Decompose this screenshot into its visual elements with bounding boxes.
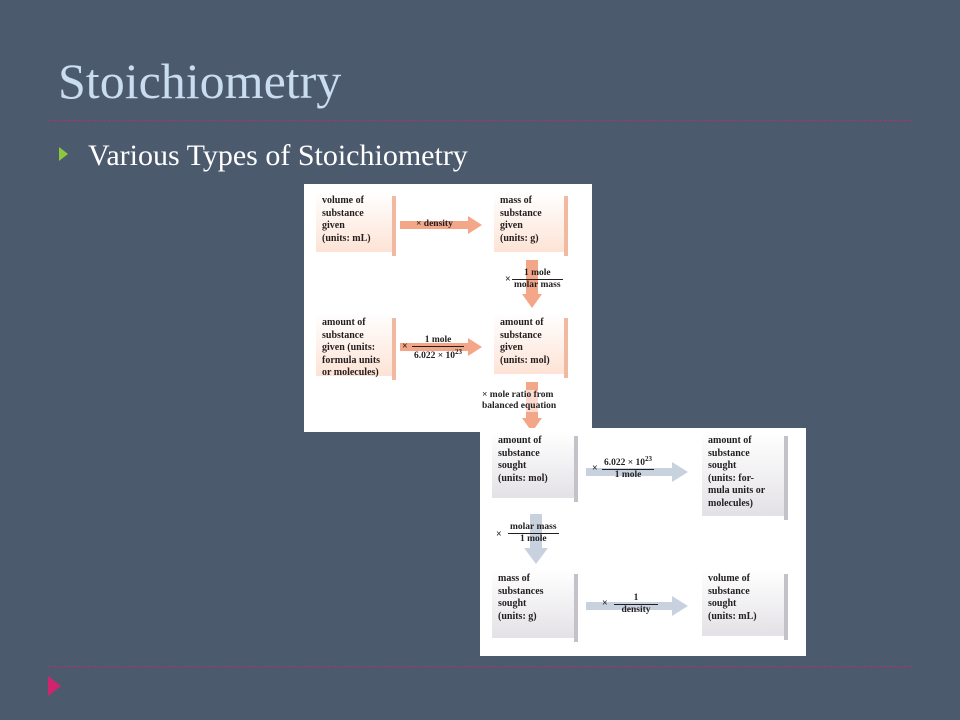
box-moles-sought: amount of substance sought (units: mol): [492, 432, 574, 498]
times-sign: ×: [496, 529, 502, 540]
fraction-molar-mass: [508, 522, 559, 545]
fraction-density: [614, 593, 658, 616]
fraction-denominator: density: [621, 605, 651, 615]
footer-arrow-icon: [48, 676, 61, 696]
avogadro-exponent: 23: [645, 455, 653, 463]
fraction-numerator: 1: [614, 593, 658, 605]
box-particles-sought: amount of substance sought (units: for- mula units or molecules): [702, 432, 784, 516]
avogadro-exponent: 23: [455, 348, 463, 356]
label-density: × density: [416, 219, 453, 229]
avogadro-base: 6.022 × 10: [414, 351, 456, 362]
fraction-denominator: [412, 347, 464, 362]
box-volume-sought: volume of substance sought (units: mL): [702, 570, 784, 636]
times-sign: ×: [402, 341, 408, 352]
box-moles-given: amount of substance given (units: mol): [494, 314, 564, 374]
box-volume-given: volume of substance given (units: mL): [316, 192, 392, 252]
times-sign: ×: [505, 274, 511, 285]
footer-divider: [48, 666, 912, 667]
times-sign: ×: [602, 598, 608, 609]
diagram-panel-bottom: [480, 428, 806, 656]
fraction-numerator: 1 mole: [412, 335, 464, 347]
box-mass-sought: mass of substances sought (units: g): [492, 570, 574, 638]
avogadro-base: 6.022 × 10: [604, 458, 646, 469]
diagram-panel-top: [304, 184, 592, 432]
fraction-denominator: 1 mole: [614, 470, 642, 481]
fraction-avogadro: [602, 454, 654, 481]
fraction-denominator: molar mass: [514, 280, 561, 290]
label-mole-ratio: × mole ratio from balanced equation: [482, 390, 557, 411]
fraction-molar-mass: [512, 268, 563, 291]
title-divider: [48, 120, 912, 121]
bullet-text: Various Types of Stoichiometry: [88, 139, 468, 172]
box-mass-given: mass of substance given (units: g): [494, 192, 564, 252]
box-particles-given: amount of substance given (units: formula units or molecules): [316, 314, 392, 376]
fraction-avogadro: [412, 335, 464, 362]
times-sign: ×: [592, 463, 598, 474]
bullet-arrow-icon: [59, 147, 68, 161]
fraction-numerator: molar mass: [510, 522, 557, 532]
fraction-denominator: 1 mole: [519, 534, 547, 544]
fraction-numerator: [602, 454, 654, 470]
slide-title: Stoichiometry: [58, 53, 342, 109]
fraction-numerator: 1 mole: [512, 268, 563, 280]
